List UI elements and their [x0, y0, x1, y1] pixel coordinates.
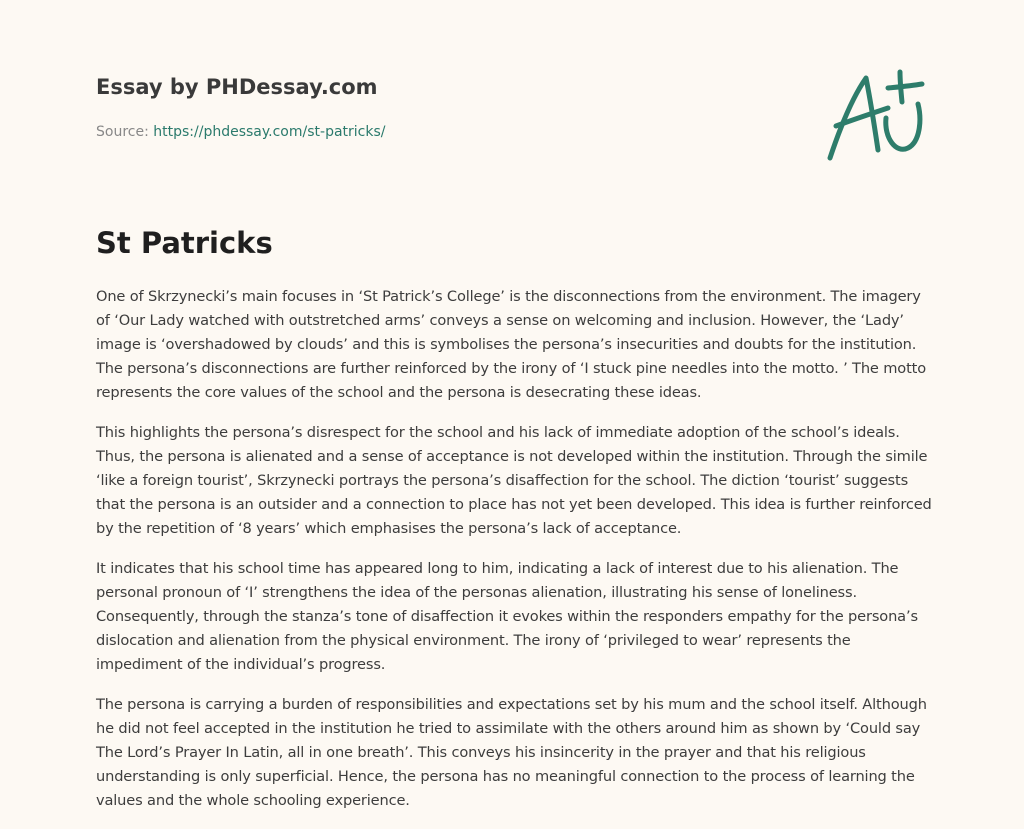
essay-paragraph: It indicates that his school time has appeared long to him, indicating a lack of interest due to his alienation. The personal pronoun of ‘I’ strengthens the idea of the personas alienation, illustrating his sense of loneliness. Consequently, through the stanza’s tone of disaffection it evokes within the responders empathy for the persona’s dislocation and alienation from the physical environment. The irony of ‘privileged to wear’ represents the impediment of the individual’s progress. — [96, 560, 918, 673]
essay-paragraph: One of Skrzynecki’s main focuses in ‘St Patrick’s College’ is the disconnections from the environment. The imagery of ‘Our Lady watched with outstretched arms’ conveys a sense on welcoming and inclusion. However, the ‘Lady’ image is ‘overshadowed by clouds’ and this is symbolises the persona’s insecurities and doubts for the institution. The persona’s disconnections are further reinforced by the irony of ‘I stuck pine needles into the motto. ’ The motto represents the core values of the school and the persona is desecrating these ideas. — [96, 288, 926, 401]
site-title: Essay by PHDessay.com — [96, 75, 378, 99]
essay-body — [96, 285, 932, 829]
source-link[interactable]: https://phdessay.com/st-patricks/ — [153, 124, 386, 140]
essay-paragraph: This highlights the persona’s disrespect for the school and his lack of immediate adoption of the school’s ideals. Thus, the persona is alienated and a sense of acceptance is not developed within the institution. Through the simile ‘like a foreign tourist’, Skrzynecki portrays the persona’s disaffection for the school. The diction ‘tourist’ suggests that the persona is an outsider and a connection to place has not yet been developed. This idea is further reinforced by the repetition of ‘8 years’ which emphasises the persona’s lack of acceptance. — [96, 424, 932, 537]
source-label: Source: — [96, 124, 149, 140]
essay-paragraph: The persona is carrying a burden of responsibilities and expectations set by his mum and the school itself. Although he did not feel accepted in the institution he tried to assimilate with the others around him as shown by ‘Could say The Lord’s Prayer In Latin, all in one breath’. This conveys his insincerity in the prayer and that his religious understanding is only superficial. Hence, the persona has no meaningful connection to the process of learning the values and the whole schooling experience. — [96, 696, 927, 809]
source-line — [96, 124, 385, 140]
a-plus-grade-icon — [822, 68, 926, 164]
essay-title: St Patricks — [96, 226, 273, 260]
